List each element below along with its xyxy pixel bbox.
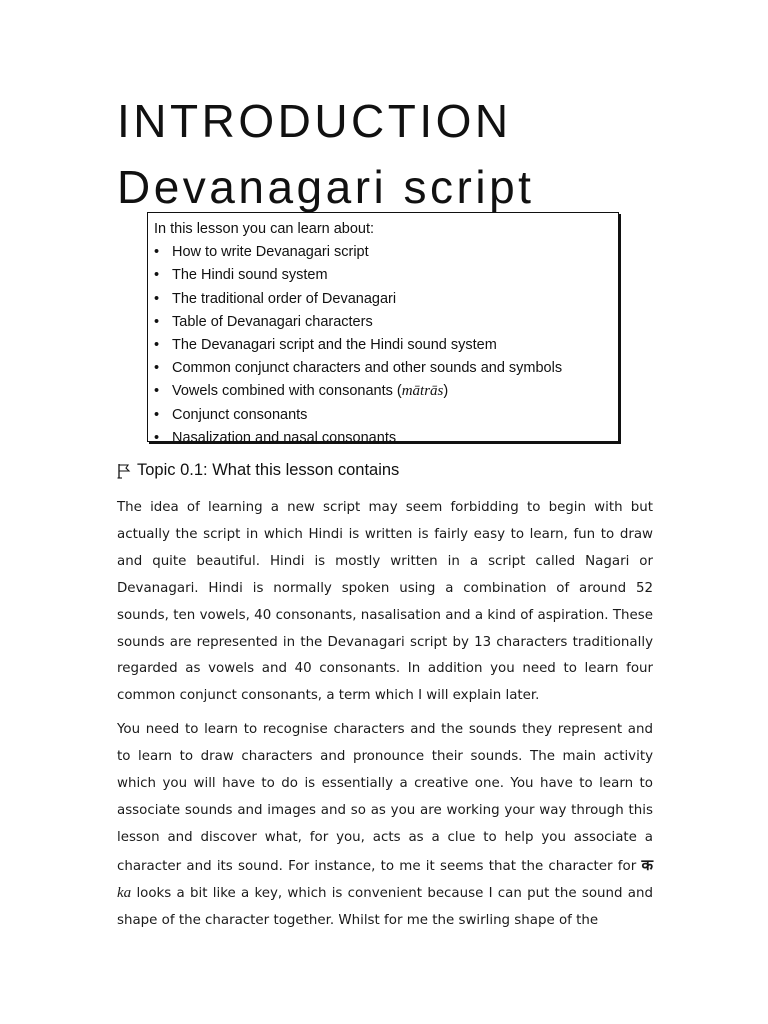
lesson-box-intro: In this lesson you can learn about: — [154, 221, 375, 237]
list-item — [154, 380, 618, 403]
bullet-icon: • — [154, 360, 160, 377]
list-item-label: Conjunct consonants — [172, 406, 308, 423]
devanagari-ka-character: क — [641, 855, 653, 874]
body-paragraph-2 — [117, 717, 653, 935]
list-item — [154, 264, 618, 287]
list-item-label: Vowels combined with consonants ( — [172, 383, 402, 400]
bullet-icon: • — [154, 290, 160, 307]
list-item-label: The Hindi sound system — [172, 267, 328, 284]
list-item — [154, 404, 618, 427]
bullet-icon: • — [154, 406, 160, 423]
bullet-icon: • — [154, 313, 160, 330]
matras-term: mātrās — [401, 383, 444, 400]
bullet-icon: • — [154, 267, 160, 284]
list-item — [154, 311, 618, 334]
list-item — [154, 241, 618, 264]
bullet-icon: • — [154, 337, 160, 354]
paragraph-2-text-a: You need to learn to recognise characters and the sounds they represent and to learn to draw characters and pronounce their sounds. The main activity which you will have to do is essentially a creative one. You have to learn to associate sounds and images and so as you are working your way through this lesson and discover what, for you, acts as a clue to help you associate a character and its sound. For instance, to me it seems that the character for — [117, 722, 653, 874]
list-item-label: The Devanagari script and the Hindi sound system — [172, 337, 497, 354]
paragraph-2-text-b: looks a bit like a key, which is convenient because I can put the sound and shape of the character together. Whilst for me the swirling shape of the — [117, 886, 653, 929]
list-item-label: Table of Devanagari characters — [172, 313, 373, 330]
flag-icon — [117, 463, 131, 479]
topic-heading — [117, 461, 399, 480]
bullet-icon: • — [154, 244, 160, 261]
list-item-label: The traditional order of Devanagari — [172, 290, 397, 307]
bullet-icon: • — [154, 429, 160, 446]
bullet-icon: • — [154, 383, 160, 400]
list-item — [154, 427, 618, 450]
list-item-close-paren: ) — [443, 383, 449, 400]
topic-label: Topic 0.1: What this lesson contains — [137, 461, 400, 479]
list-item — [154, 288, 618, 311]
lesson-topics-list — [154, 241, 618, 450]
list-item-label: Common conjunct characters and other sounds and symbols — [172, 360, 563, 377]
body-paragraph-1: The idea of learning a new script may seem forbidding to begin with but actually the script in which Hindi is written is fairly easy to learn, fun to draw and quite beautiful. Hindi is mostly written in a script called Nagari or Devanagari. Hindi is normally spoken using a combination of around 52 sounds, ten vowels, 40 consonants, nasalisation and a kind of aspiration. These sounds are represented in the Devanagari script by 13 characters traditionally regarded as vowels and 40 consonants. In addition you need to learn four common conjunct consonants, a term which I will explain later. — [117, 500, 653, 704]
list-item — [154, 357, 618, 380]
transliteration-ka: ka — [117, 885, 132, 902]
list-item — [154, 334, 618, 357]
title-devanagari-script: Devanagari script — [117, 161, 535, 213]
list-item-label: Nasalization and nasal consonants — [172, 429, 397, 446]
lesson-contents-box — [147, 212, 619, 446]
list-item-label: How to write Devanagari script — [172, 244, 369, 261]
title-introduction: INTRODUCTION — [117, 95, 512, 147]
